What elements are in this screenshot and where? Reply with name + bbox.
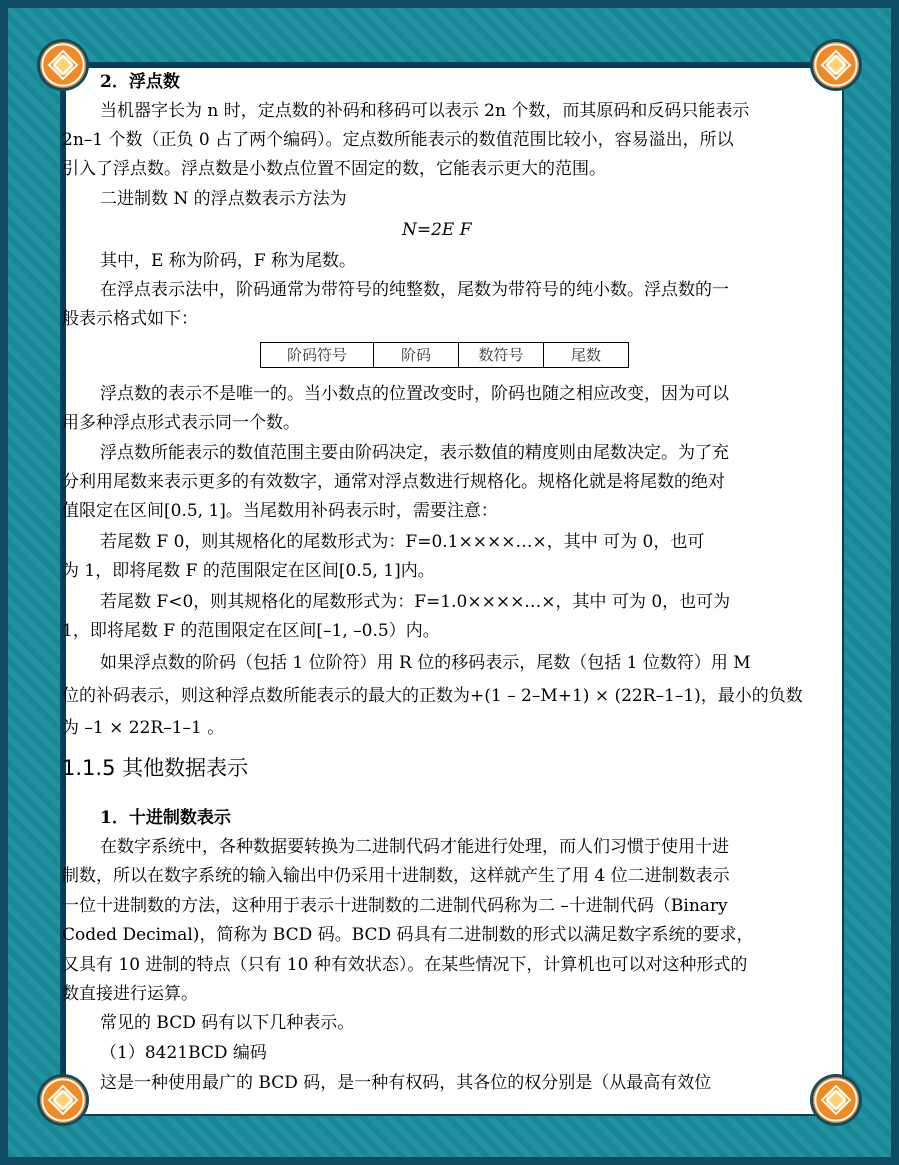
- paragraph-line: Coded Decimal)，简称为 BCD 码。BCD 码具有二进制数的形式以满足数字系统的要求，: [62, 925, 754, 945]
- paragraph-line: 浮点数的表示不是唯一的。当小数点的位置改变时，阶码也随之相应改变，因为可以: [100, 384, 729, 404]
- paragraph-line: 当机器字长为 n 时，定点数的补码和移码可以表示 2n 个数，而其原码和反码只能表示: [100, 101, 750, 121]
- paragraph-line: 其中，E 称为阶码，F 称为尾数。: [100, 251, 357, 271]
- section-heading: 2．浮点数: [100, 72, 180, 92]
- subsection-heading: 1．十进制数表示: [100, 808, 231, 828]
- paragraph-line: 值限定在区间[0.5, 1]。当尾数用补码表示时，需要注意：: [62, 501, 498, 521]
- table-cell: 尾数: [570, 346, 601, 364]
- paragraph-line: 1，即将尾数 F 的范围限定在区间[–1, –0.5）内。: [62, 621, 440, 641]
- paragraph-line: 数直接进行运算。: [62, 984, 198, 1004]
- paragraph-line: 位的补码表示，则这种浮点数所能表示的最大的正数为+(1 – 2–M+1) × (22R–1–1)，最小的负数: [62, 686, 803, 706]
- paragraph-line: 若尾数 F<0，则其规格化的尾数形式为：F=1.0××××…×，其中 可为 0，也可为: [100, 592, 731, 612]
- corner-ornament-icon: [40, 1077, 86, 1123]
- paragraph-line: 在浮点表示法中，阶码通常为带符号的纯整数，尾数为带符号的纯小数。浮点数的一: [100, 280, 729, 300]
- paragraph-line: 用多种浮点形式表示同一个数。: [62, 413, 300, 433]
- paragraph-line: 2n–1 个数（正负 0 占了两个编码）。定点数所能表示的数值范围比较小，容易溢出，所以: [62, 130, 734, 150]
- paragraph-line: 为 –1 × 22R–1–1 。: [62, 718, 225, 738]
- paragraph-line: （1）8421BCD 编码: [100, 1043, 267, 1063]
- paragraph-line: 制数，所以在数字系统的输入输出中仍采用十进制数，这样就产生了用 4 位二进制数表示: [62, 866, 730, 886]
- corner-ornament-icon: [813, 42, 859, 88]
- paragraph-line: 又具有 10 进制的特点（只有 10 种有效状态）。在某些情况下，计算机也可以对这种形式的: [62, 955, 748, 975]
- paragraph-line: 一位十进制数的方法，这种用于表示十进制数的二进制代码称为二 –十进制代码（Binary: [62, 896, 728, 916]
- table-cell: 阶码符号: [261, 343, 374, 367]
- paragraph-line: 若尾数 F 0，则其规格化的尾数形式为：F=0.1××××…×，其中 可为 0，也可: [100, 532, 705, 552]
- corner-ornament-icon: [813, 1077, 859, 1123]
- table-cell: 数符号: [459, 343, 544, 367]
- float-formula: N=2E F: [402, 220, 472, 240]
- paragraph-line: 分利用尾数来表示更多的有效数字，通常对浮点数进行规格化。规格化就是将尾数的绝对: [62, 472, 725, 492]
- corner-ornament-icon: [40, 42, 86, 88]
- paragraph-line: 般表示格式如下：: [62, 309, 198, 329]
- paragraph-line: 如果浮点数的阶码（包括 1 位阶符）用 R 位的移码表示，尾数（包括 1 位数符）用 M: [100, 653, 751, 673]
- paragraph-line: 为 1，即将尾数 F 的范围限定在区间[0.5, 1]内。: [62, 561, 435, 581]
- float-format-table: [260, 342, 629, 368]
- document-page: [60, 62, 844, 1116]
- table-cell: 阶码: [374, 343, 459, 367]
- paragraph-line: 引入了浮点数。浮点数是小数点位置不固定的数，它能表示更大的范围。: [62, 159, 606, 179]
- section-title: 1.1.5 其他数据表示: [62, 756, 249, 780]
- paragraph-line: 这是一种使用最广的 BCD 码，是一种有权码，其各位的权分别是（从最高有效位: [100, 1073, 712, 1093]
- paragraph-line: 常见的 BCD 码有以下几种表示。: [100, 1013, 355, 1033]
- paragraph-line: 浮点数所能表示的数值范围主要由阶码决定，表示数值的精度则由尾数决定。为了充: [100, 443, 729, 463]
- paragraph-line: 在数字系统中，各种数据要转换为二进制代码才能进行处理，而人们习惯于使用十进: [100, 837, 729, 857]
- paragraph-line: 二进制数 N 的浮点数表示方法为: [100, 189, 347, 209]
